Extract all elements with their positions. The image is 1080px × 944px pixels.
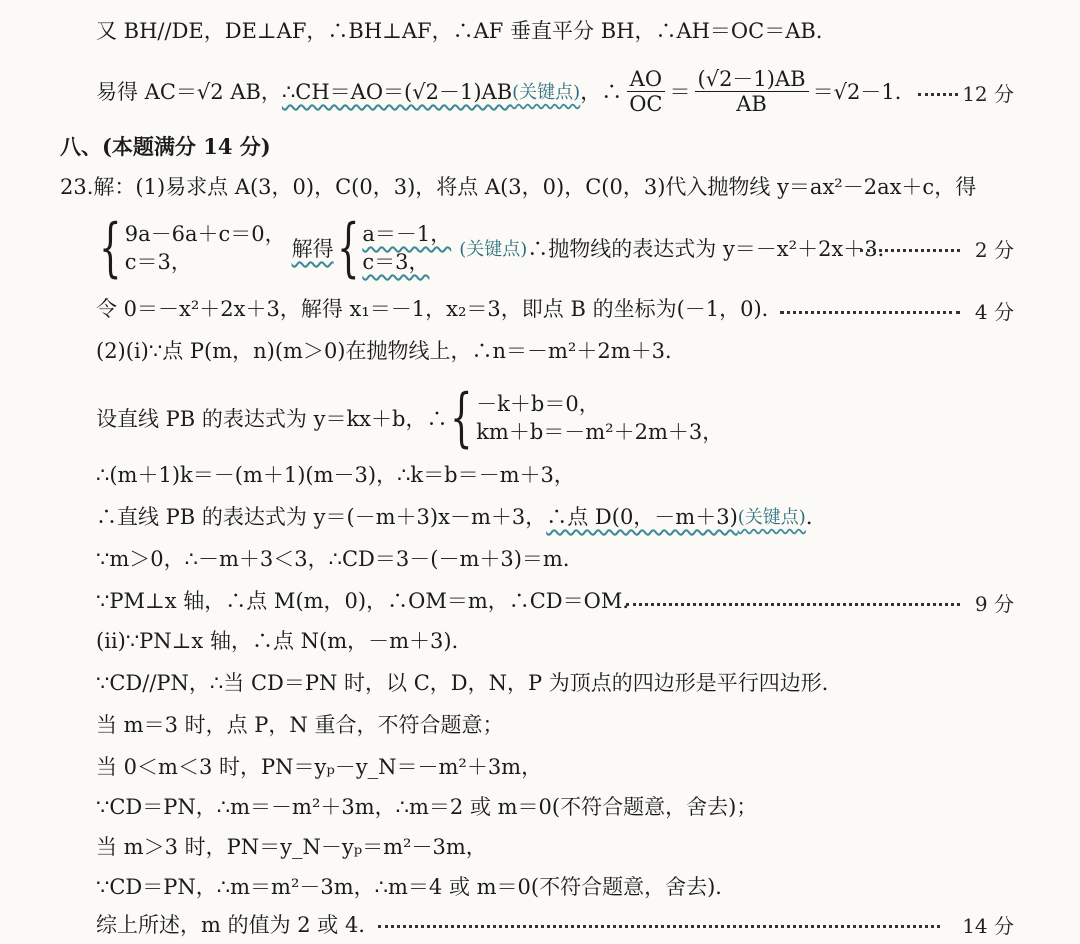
case-m-equals-3: 当 m＝3 时，点 P，N 重合，不符合题意； bbox=[96, 713, 504, 737]
parallelogram-condition: ∵CD//PN，∴当 CD＝PN 时，以 C，D，N，P 为顶点的四边形是平行四边形． bbox=[96, 671, 843, 695]
system-row: a＝－1， bbox=[362, 222, 452, 246]
score-12: 12 分 bbox=[962, 82, 1014, 106]
part-2-ii-line: (ⅱ)∵PN⊥x 轴，∴点 N(m，－m＋3)． bbox=[96, 629, 473, 653]
point-b-line: 令 0＝－x²＋2x＋3，解得 x₁＝－1，x₂＝3，即点 B 的坐标为(－1，0)． bbox=[96, 297, 783, 321]
fraction-numerator: AO bbox=[627, 67, 665, 92]
cd-equals-m: ∵m＞0，∴－m＋3＜3，∴CD＝3－(－m＋3)＝m． bbox=[96, 547, 584, 571]
score-leader-dots bbox=[780, 311, 960, 314]
fraction-ratio bbox=[695, 67, 809, 116]
equation-system-2 bbox=[362, 220, 451, 276]
solve-word: 解得 bbox=[291, 237, 334, 261]
case-m-less-3: 当 0＜m＜3 时，PN＝yₚ－y_N＝－m²＋3m， bbox=[96, 755, 543, 779]
solution-line-2f: ＝√2－1． bbox=[812, 80, 916, 104]
system-row: c＝3， bbox=[362, 250, 430, 274]
solution-line-1: 又 BH//DE，DE⊥AF，∴BH⊥AF，∴AF 垂直平分 BH，∴AH＝OC＝AB． bbox=[96, 19, 837, 43]
fraction-denominator: OC bbox=[629, 91, 663, 116]
line-pb-setup: 设直线 PB 的表达式为 y＝kx＋b，∴ bbox=[96, 407, 448, 431]
left-brace: { bbox=[450, 381, 474, 455]
score-leader-dots bbox=[626, 603, 960, 606]
system-row: c＝3， bbox=[124, 250, 192, 274]
system-row: 9a－6a＋c＝0， bbox=[124, 222, 286, 246]
system-row: －k＋b＝0， bbox=[476, 392, 600, 416]
key-point-tag: (关键点) bbox=[512, 82, 581, 103]
equation-system-1 bbox=[125, 220, 286, 276]
period: ． bbox=[805, 505, 827, 529]
fraction-denominator: AB bbox=[736, 91, 767, 116]
key-point-tag: (关键点) bbox=[459, 239, 528, 260]
score-leader-dots bbox=[860, 249, 960, 252]
case-m-less-3-result: ∵CD＝PN，∴m＝－m²＋3m，∴m＝2 或 m＝0(不符合题意，舍去)； bbox=[96, 795, 758, 819]
left-brace: { bbox=[336, 211, 360, 285]
parabola-expression: ∴抛物线的表达式为 y＝－x²＋2x＋3． bbox=[527, 237, 899, 261]
score-leader-dots bbox=[918, 93, 958, 96]
cd-equals-om: ∵PM⊥x 轴，∴点 M(m，0)，∴OM＝m，∴CD＝OM． bbox=[96, 589, 644, 613]
section-heading: 八、(本题满分 14 分) bbox=[60, 134, 271, 159]
k-b-solution: ∴(m＋1)k＝－(m＋1)(m－3)，∴k＝b＝－m＋3， bbox=[96, 463, 575, 487]
key-step-d: ∴点 D(0，－m＋3) bbox=[546, 505, 738, 529]
question-23-intro: 23.解：(1)易求点 A(3，0)，C(0，3)，将点 A(3，0)，C(0，3)代入抛物线 y＝ax²－2ax＋c，得 bbox=[60, 175, 977, 199]
fraction-ao-oc bbox=[626, 67, 665, 116]
score-2: 2 分 bbox=[974, 238, 1014, 262]
score-4: 4 分 bbox=[974, 300, 1014, 324]
line-pb-expression: ∴直线 PB 的表达式为 y＝(－m＋3)x－m＋3， bbox=[96, 505, 547, 529]
case-m-greater-3: 当 m＞3 时，PN＝y_N－yₚ＝m²－3m， bbox=[96, 835, 487, 859]
score-leader-dots bbox=[378, 925, 940, 928]
part-2-i-line: (2)(ⅰ)∵点 P(m，n)(m＞0)在抛物线上，∴n＝－m²＋2m＋3． bbox=[96, 339, 686, 363]
solution-line-2d: ，∴ bbox=[580, 80, 623, 104]
key-point-tag: (关键点) bbox=[737, 507, 806, 528]
equals-sign: ＝ bbox=[669, 80, 691, 104]
case-m-greater-3-result: ∵CD＝PN，∴m＝m²－3m，∴m＝4 或 m＝0(不符合题意，舍去)． bbox=[96, 875, 737, 899]
conclusion: 综上所述，m 的值为 2 或 4． bbox=[96, 913, 380, 937]
equation-system-3 bbox=[476, 390, 723, 446]
system-row: km＋b＝－m²＋2m＋3， bbox=[476, 420, 724, 444]
solution-line-2a: 易得 AC＝√2 AB， bbox=[96, 80, 282, 104]
key-step-ch: ∴CH＝AO＝(√2－1)AB bbox=[281, 80, 513, 104]
left-brace: { bbox=[99, 211, 122, 285]
score-14: 14 分 bbox=[962, 914, 1014, 938]
score-9: 9 分 bbox=[974, 592, 1014, 616]
fraction-numerator: (√2－1)AB bbox=[695, 67, 809, 92]
